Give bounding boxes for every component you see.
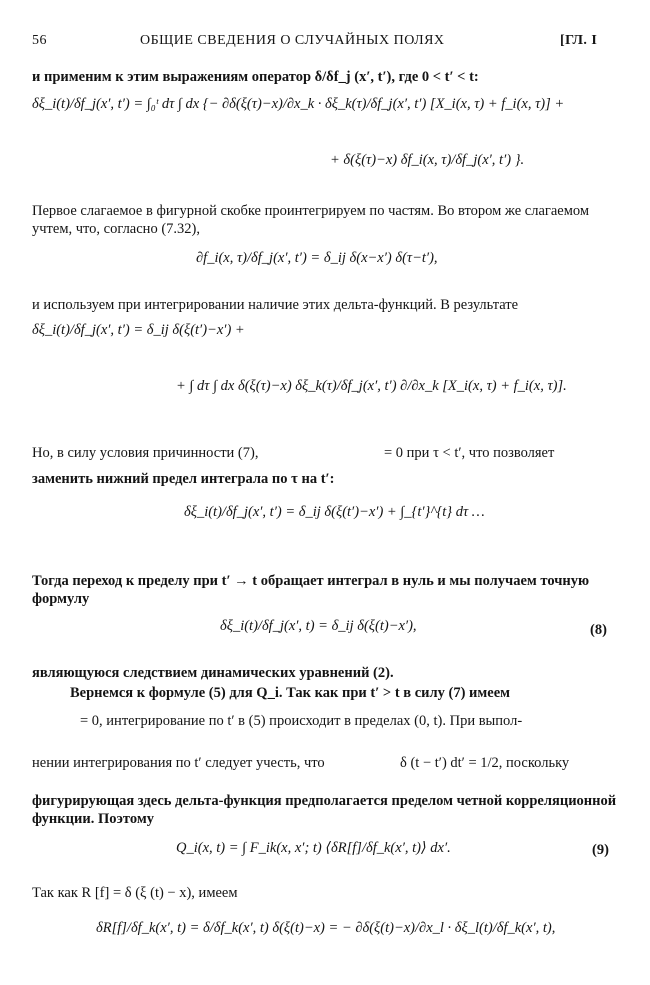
paragraph-4b: = 0 при τ < t′, что позволяет — [384, 445, 555, 461]
chapter-label: [ГЛ. I — [560, 33, 598, 48]
equation-3b: + ∫ dτ ∫ dx δ(ξ(τ)−x) δξ_k(τ)/δf_j(x′, t′) ∂/∂x_k [X_i(x, τ) + f_i(x, τ)]. — [176, 378, 567, 394]
paragraph-8: Так как R [f] = δ (ξ (t) − x), имеем — [32, 885, 238, 901]
equation-4: δξ_i(t)/δf_j(x′, t′) = δ_ij δ(ξ(t′)−x′) + ∫_{t′}^{t} dτ … — [184, 504, 485, 520]
equation-6: Q_i(x, t) = ∫ F_ik(x, x′; t) ⟨δR[f]/δf_k(x′, t)⟩ dx′. — [176, 840, 451, 856]
equation-5: δξ_i(t)/δf_j(x′, t) = δ_ij δ(ξ(t)−x′), — [220, 618, 417, 634]
equation-1a: δξ_i(t)/δf_j(x′, t′) = ∫₀ᵗ dτ ∫ dx {− ∂δ(ξ(τ)−x)/∂x_k · δξ_k(τ)/δf_j(x′, t′) [X_i(x, τ) + f_i(x, τ)] + — [32, 96, 565, 112]
paragraph-7b: = 0, интегрирование по t′ в (5) происходит в пределах (0, t). При выпол- — [80, 713, 523, 729]
paragraph-7e: фигурирующая здесь дельта-функция предполагается пределом четной корреляционной функции. Поэтому — [32, 793, 617, 827]
paragraph-1: и применим к этим выражениям оператор δ/δf_j (x′, t′), где 0 < t′ < t: — [32, 69, 479, 85]
equation-7: δR[f]/δf_k(x′, t) = δ/δf_k(x′, t) δ(ξ(t)−x) = − ∂δ(ξ(t)−x)/∂x_l · δξ_l(t)/δf_k(x′, t), — [96, 920, 556, 936]
paragraph-5: Тогда переход к пределу при t′ → t обращает интеграл в нуль и мы получаем точную формулу — [32, 573, 590, 607]
paragraph-4c: заменить нижний предел интеграла по τ на t′: — [32, 471, 335, 487]
paragraph-4a: Но, в силу условия причинности (7), — [32, 445, 259, 461]
paragraph-7d: δ (t − t′) dt′ = 1/2, поскольку — [400, 755, 570, 771]
paragraph-2: Первое слагаемое в фигурной скобке проинтегрируем по частям. Во втором же слагаемом учтем, что, согласно (7.32), — [32, 203, 590, 237]
running-title: ОБЩИЕ СВЕДЕНИЯ О СЛУЧАЙНЫХ ПОЛЯХ — [140, 33, 445, 48]
equation-number-9: (9) — [592, 842, 609, 858]
paragraph-3: и используем при интегрировании наличие этих дельта-функций. В результате — [32, 297, 519, 313]
equation-number-8: (8) — [590, 622, 607, 638]
paragraph-7c: нении интегрирования по t′ следует учесть, что — [32, 755, 325, 771]
equation-1b: + δ(ξ(τ)−x) δf_i(x, τ)/δf_j(x′, t′) }. — [330, 152, 525, 168]
equation-2: ∂f_i(x, τ)/δf_j(x′, t′) = δ_ij δ(x−x′) δ(τ−t′), — [196, 250, 438, 266]
paragraph-7a: Вернемся к формуле (5) для Q_i. Так как при t′ > t в силу (7) имеем — [70, 685, 511, 701]
page-number: 56 — [32, 33, 47, 48]
equation-3a: δξ_i(t)/δf_j(x′, t′) = δ_ij δ(ξ(t′)−x′) + — [32, 322, 245, 338]
paragraph-6: являющуюся следствием динамических уравнений (2). — [32, 665, 394, 681]
